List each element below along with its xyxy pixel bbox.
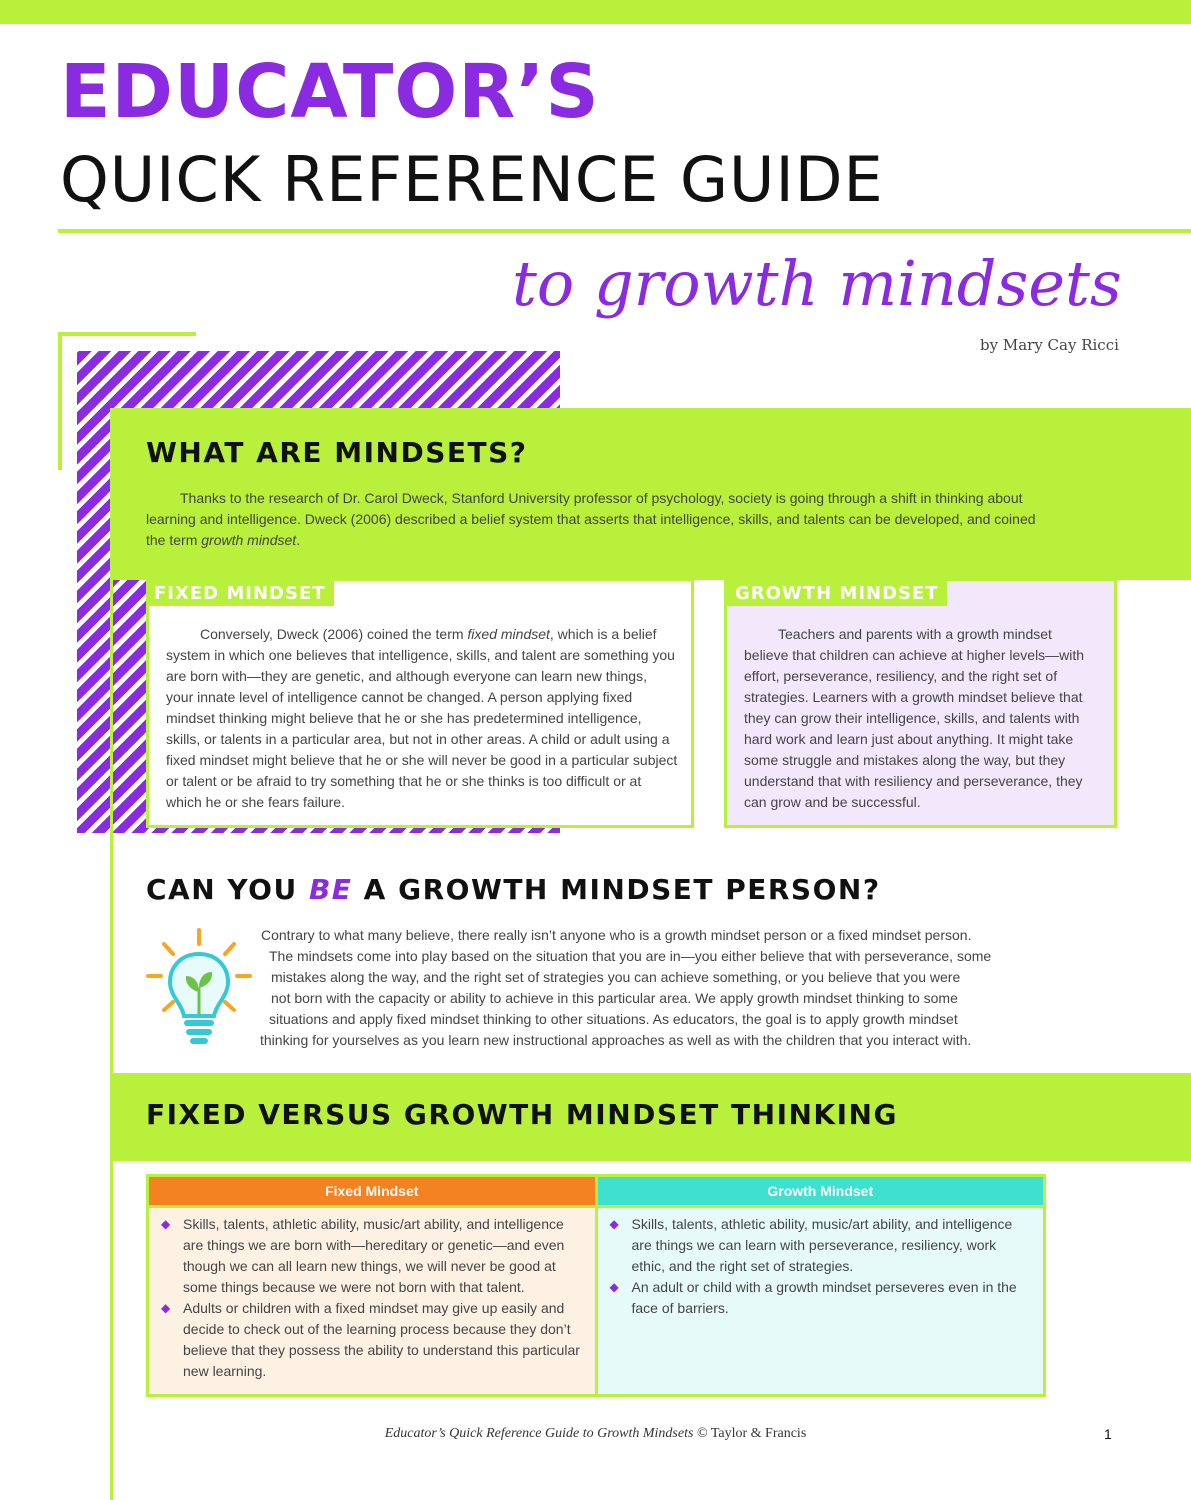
footer-copyright: © Taylor & Francis <box>693 1426 807 1441</box>
table-cell-fixed <box>148 1207 597 1396</box>
fixed-mindset-label: FIXED MINDSET <box>146 581 334 606</box>
title-line-2: QUICK REFERENCE GUIDE <box>60 143 884 216</box>
byline: by Mary Cay Ricci <box>980 336 1119 354</box>
list-item: ◆ Skills, talents, athletic ability, music/art ability, and intelligence are things we are born with—hereditary or genetic—and even though we can all learn new things, we will never be good at some things because we were not born with that talent. <box>161 1216 565 1295</box>
fixed-mindset-paragraph: Conversely, Dweck (2006) coined the term fixed mindset, which is a belief system in which one believes that intelligence, skills, and talent are something you are born with—they are genetic, and although everyone can learn new things, your innate level of intelligence cannot be changed. A person applying fixed mindset thinking might believe that he or she has predetermined intelligence, skills, or talents in a particular area, but not in other areas. A child or adult using a fixed mindset might believe that he or she will never be good in a particular subject or talent or be afraid to try something that he or she thinks is too difficult or at which he or she fears failure. <box>166 626 678 810</box>
subtitle: to growth mindsets <box>512 247 1122 320</box>
paragraph-line: Contrary to what many believe, there really isn’t anyone who is a growth mindset person or a fixed mindset person. <box>261 927 972 943</box>
growth-mindset-label: GROWTH MINDSET <box>727 581 947 606</box>
section-heading-can-you-be: CAN YOU BE A GROWTH MINDSET PERSON? <box>146 873 881 906</box>
heading-emphasis: BE <box>308 873 353 906</box>
paragraph-line: not born with the capacity or ability to achieve in this particular area. We apply growth mindset thinking to some <box>271 990 958 1006</box>
page-number: 1 <box>1104 1426 1112 1442</box>
top-accent-bar <box>0 0 1191 24</box>
lightbulb-sprout-icon <box>144 926 254 1050</box>
corner-bracket-vertical <box>58 332 62 470</box>
intro-paragraph: Thanks to the research of Dr. Carol Dweck, Stanford University professor of psychology, society is going through a shift in thinking about learning and intelligence. Dweck (2006) described a belief system that asserts that intelligence, skills, and talents can be developed, and coined the term growth mindset. <box>146 490 1036 548</box>
list-item: ◆ An adult or child with a growth mindset perseveres even in the face of barriers. <box>609 1279 1017 1316</box>
paragraph-line: mistakes along the way, and the right set of strategies you can achieve something, or you believe that you were <box>271 969 961 985</box>
section-heading-what-are-mindsets: WHAT ARE MINDSETS? <box>146 436 528 469</box>
table-header-growth: Growth Mindset <box>596 1176 1045 1207</box>
title-line-1: EDUCATOR’S <box>60 49 600 135</box>
corner-bracket-horizontal <box>58 332 196 336</box>
title-rule <box>58 229 1191 233</box>
footer-title: Educator’s Quick Reference Guide to Growth Mindsets <box>384 1426 694 1441</box>
comparison-table <box>146 1174 1046 1397</box>
growth-person-paragraph <box>255 925 1035 1051</box>
table-header-fixed: Fixed Mindset <box>148 1176 597 1207</box>
footer <box>0 1426 1191 1442</box>
paragraph-line: thinking for yourselves as you learn new instructional approaches as well as with the children that you interact with. <box>260 1032 972 1048</box>
list-item: ◆ Skills, talents, athletic ability, music/art ability, and intelligence are things we can learn with perseverance, resiliency, work ethic, and the right set of strategies. <box>609 1216 1013 1274</box>
paragraph-line: The mindsets come into play based on the situation that you are in—you either believe that with perseverance, some <box>269 948 992 964</box>
table-cell-growth <box>596 1207 1045 1396</box>
list-item: ◆ Adults or children with a fixed mindset may give up easily and decide to check out of the learning process because they don’t believe that they possess the ability to understand this particular new learning. <box>161 1300 580 1379</box>
paragraph-line: situations and apply fixed mindset thinking to other situations. As educators, the goal is to apply growth mindset <box>269 1011 958 1027</box>
section-heading-fixed-vs-growth: FIXED VERSUS GROWTH MINDSET THINKING <box>146 1098 898 1131</box>
growth-mindset-paragraph: Teachers and parents with a growth mindset believe that children can achieve at higher levels—with effort, perseverance, resiliency, and the right set of strategies. Learners with a growth mindset believe that they can grow their intelligence, skills, and talents with hard work and learn just about anything. It might take some struggle and mistakes along the way, but they understand that with resiliency and perseverance, they can grow and be successful. <box>744 626 1085 810</box>
